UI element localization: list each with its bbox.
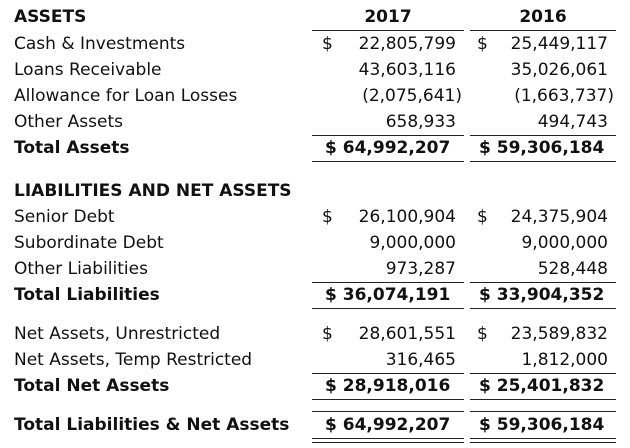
total-value-2017: [325, 135, 450, 161]
value-2017: 973,287: [385, 259, 456, 279]
currency-symbol: $: [322, 324, 333, 344]
total-2016: 59,306,184: [496, 138, 605, 158]
liabilities-row-subordinate-debt: [0, 230, 630, 256]
value-2016: 9,000,000: [521, 233, 608, 253]
year-2016-header: 2016: [519, 7, 567, 27]
liabilities-row-other: [0, 256, 630, 282]
total-value-2016: [479, 373, 604, 399]
total-2016: 59,306,184: [496, 415, 605, 435]
total-rule-2016: [470, 161, 616, 162]
row-label: Other Liabilities: [14, 259, 148, 279]
assets-row-other: [0, 109, 630, 135]
currency-symbol: $: [479, 376, 491, 396]
total-rule-2017: [312, 161, 464, 162]
liabilities-header-row: [0, 178, 630, 204]
value-2016: 1,812,000: [521, 350, 608, 370]
total-rule-2017: [312, 399, 464, 400]
currency-symbol: $: [322, 207, 333, 227]
row-label: Net Assets, Unrestricted: [14, 324, 221, 344]
assets-row-loans: [0, 57, 630, 83]
row-label: Loans Receivable: [14, 60, 162, 80]
total-rule-2016: [470, 308, 616, 309]
row-label: Total Liabilities: [14, 285, 160, 305]
grand-total-row: [0, 412, 630, 438]
net-assets-row-unrestricted: [0, 321, 630, 347]
assets-row-cash: [0, 31, 630, 57]
row-label: Allowance for Loan Losses: [14, 86, 238, 106]
total-2016: 25,401,832: [496, 376, 605, 396]
currency-symbol: $: [325, 415, 337, 435]
currency-symbol: $: [479, 285, 491, 305]
total-assets-row: [0, 135, 630, 161]
total-2017: 36,074,191: [342, 285, 451, 305]
liabilities-heading: LIABILITIES AND NET ASSETS: [14, 181, 292, 201]
value-2016: 23,589,832: [510, 324, 608, 344]
value-2017: 28,601,551: [358, 324, 456, 344]
total-value-2016: [479, 282, 604, 308]
assets-heading: ASSETS: [14, 7, 87, 27]
total-rule-2017: [312, 308, 464, 309]
row-label: Total Assets: [14, 138, 130, 158]
assets-header-row: [0, 4, 630, 30]
currency-symbol: $: [477, 324, 488, 344]
currency-symbol: $: [479, 415, 491, 435]
total-rule-2016: [470, 399, 616, 400]
total-2016: 33,904,352: [496, 285, 605, 305]
currency-symbol: $: [322, 34, 333, 54]
value-2016: 25,449,117: [510, 34, 608, 54]
value-2017: 43,603,116: [358, 60, 456, 80]
total-value-2017: [325, 282, 450, 308]
value-2016: 494,743: [537, 112, 608, 132]
row-label: Other Assets: [14, 112, 123, 132]
total-value-2016: [479, 412, 604, 438]
value-2017: 9,000,000: [369, 233, 456, 253]
currency-symbol: $: [325, 138, 337, 158]
value-2016: (1,663,737): [514, 86, 614, 106]
liabilities-row-senior-debt: [0, 204, 630, 230]
total-2017: 64,992,207: [342, 138, 451, 158]
currency-symbol: $: [325, 285, 337, 305]
value-2017: 316,465: [385, 350, 456, 370]
grand-total-double-rule-2016: [470, 438, 616, 443]
value-2016: 528,448: [537, 259, 608, 279]
assets-row-allowance: [0, 83, 630, 109]
total-net-assets-row: [0, 373, 630, 399]
currency-symbol: $: [479, 138, 491, 158]
row-label: Total Liabilities & Net Assets: [14, 415, 290, 435]
row-label: Subordinate Debt: [14, 233, 164, 253]
currency-symbol: $: [477, 34, 488, 54]
row-label: Senior Debt: [14, 207, 115, 227]
total-2017: 28,918,016: [342, 376, 451, 396]
value-2016: 35,026,061: [510, 60, 608, 80]
currency-symbol: $: [477, 207, 488, 227]
total-2017: 64,992,207: [342, 415, 451, 435]
value-2017: 22,805,799: [358, 34, 456, 54]
value-2017: (2,075,641): [362, 86, 462, 106]
total-value-2016: [479, 135, 604, 161]
year-2017-header: 2017: [364, 7, 412, 27]
value-2017: 26,100,904: [358, 207, 456, 227]
total-value-2017: [325, 412, 450, 438]
currency-symbol: $: [325, 376, 337, 396]
total-value-2017: [325, 373, 450, 399]
row-label: Cash & Investments: [14, 34, 186, 54]
value-2016: 24,375,904: [510, 207, 608, 227]
net-assets-row-temp-restricted: [0, 347, 630, 373]
grand-total-double-rule-2017: [312, 438, 464, 443]
total-liabilities-row: [0, 282, 630, 308]
row-label: Net Assets, Temp Restricted: [14, 350, 253, 370]
value-2017: 658,933: [385, 112, 456, 132]
row-label: Total Net Assets: [14, 376, 170, 396]
